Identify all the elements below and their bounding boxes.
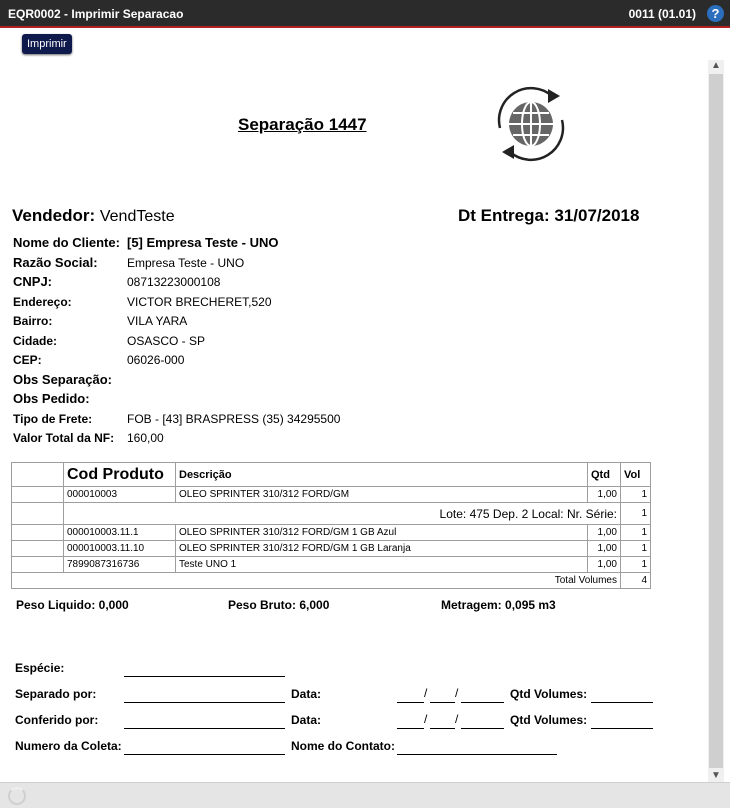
info-label: Bairro: [13,314,53,328]
table-row [12,525,651,541]
window-version: 0011 (01.01) [628,7,696,21]
blank-cell [12,525,64,541]
vendedor-label: Vendedor: [12,206,96,225]
table-row [12,541,651,557]
metragem: Metragem: 0,095 m3 [441,598,556,612]
table-row [12,487,651,503]
cod-cell: 7899087316736 [64,557,176,573]
blank-header [12,463,64,487]
contato-line [397,754,557,755]
separado-line [124,702,285,703]
qtd-volumes-line-2 [591,728,653,729]
desc-cell: OLEO SPRINTER 310/312 FORD/GM [176,487,588,503]
print-button[interactable]: Imprimir [22,34,72,54]
vol-cell: 1 [621,525,651,541]
vendedor-line [12,206,175,226]
desc-cell: Teste UNO 1 [176,557,588,573]
page-title: Separação 1447 [238,115,367,134]
blank-cell [12,541,64,557]
date-slash: / [424,686,428,700]
info-value: 08713223000108 [127,275,221,289]
qtd-volumes-line-1 [591,702,653,703]
globe-refresh-icon [486,82,576,166]
info-label: CEP: [13,353,42,367]
cod-header: Cod Produto [64,463,176,487]
info-row [13,350,633,370]
info-row [13,311,633,331]
table-row [12,557,651,573]
vol-cell: 1 [621,541,651,557]
info-value: 06026-000 [127,353,185,367]
desc-header: Descrição [176,463,588,487]
blank-cell [12,487,64,503]
info-row [13,253,633,273]
info-label: Obs Pedido: [13,391,90,406]
total-value: 4 [621,573,651,589]
scrollbar-thumb[interactable] [709,74,723,768]
info-label: Cidade: [13,333,58,348]
help-icon[interactable]: ? [707,5,724,22]
lote-cell: Lote: 475 Dep. 2 Local: Nr. Série: [64,503,621,525]
peso-liquido: Peso Liquido: 0,000 [16,598,129,612]
especie-label: Espécie: [15,661,65,675]
loading-spinner-icon [8,787,26,805]
coleta-line [124,754,285,755]
data-label-2: Data: [291,713,322,727]
date-day-line-1 [397,702,424,703]
info-value: FOB - [43] BRASPRESS (35) 34295500 [127,411,341,426]
window-titlebar [0,0,730,28]
info-label: Valor Total da NF: [13,431,115,445]
desc-cell: OLEO SPRINTER 310/312 FORD/GM 1 GB Azul [176,525,588,541]
date-month-line-1 [430,702,455,703]
info-row [13,370,633,390]
qtd-cell: 1,00 [588,525,621,541]
conferido-line [124,728,285,729]
info-row [13,331,633,351]
separado-label: Separado por: [15,687,97,701]
client-info [13,233,633,448]
conferido-label: Conferido por: [15,713,99,727]
vol-header: Vol [621,463,651,487]
qtd-volumes-label-1: Qtd Volumes: [510,687,588,701]
info-value: OSASCO - SP [127,333,206,348]
date-year-line-1 [461,702,504,703]
qtd-cell: 1,00 [588,557,621,573]
info-row [13,389,633,409]
qtd-cell: 1,00 [588,541,621,557]
date-slash: / [455,712,459,726]
date-slash: / [455,686,459,700]
qtd-volumes-label-2: Qtd Volumes: [510,713,588,727]
vendedor-value: VendTeste [99,208,175,225]
info-label: Endereço: [13,294,72,309]
scroll-down-icon[interactable]: ▼ [711,770,721,781]
info-row [13,409,633,429]
date-day-line-2 [397,728,424,729]
info-label: Razão Social: [13,254,98,270]
total-row [12,573,651,589]
info-value: VILA YARA [127,314,188,328]
blank-cell [12,503,64,525]
cod-cell: 000010003.11.10 [64,541,176,557]
total-label: Total Volumes [12,573,621,589]
date-slash: / [424,712,428,726]
info-label: Tipo de Frete: [13,411,93,426]
peso-bruto: Peso Bruto: 6,000 [228,598,330,612]
cod-cell: 000010003 [64,487,176,503]
vol-cell: 1 [621,487,651,503]
dt-entrega-value: 31/07/2018 [554,206,640,225]
status-bar [0,782,730,808]
dt-entrega-label: Dt Entrega: [458,206,550,225]
table-row [12,503,651,525]
data-label-1: Data: [291,687,322,701]
items-table [11,462,651,589]
info-label: Nome do Cliente: [13,235,120,250]
blank-cell [12,557,64,573]
info-value: VICTOR BRECHERET,520 [127,294,272,309]
info-row [13,233,633,253]
lote-qtd-cell: 1 [621,503,651,525]
especie-line [124,676,285,677]
cod-cell: 000010003.11.1 [64,525,176,541]
qtd-header: Qtd [588,463,621,487]
info-row [13,292,633,312]
info-value: [5] Empresa Teste - UNO [127,235,279,250]
window-title: EQR0002 - Imprimir Separacao [8,7,184,21]
coleta-label: Numero da Coleta: [15,739,122,753]
desc-cell: OLEO SPRINTER 310/312 FORD/GM 1 GB Laranja [176,541,588,557]
date-year-line-2 [461,728,504,729]
info-row [13,272,633,292]
info-label: Obs Separação: [13,371,112,387]
vertical-scrollbar[interactable] [708,60,724,782]
info-value: Empresa Teste - UNO [127,255,245,270]
info-row [13,428,633,448]
vol-cell: 1 [621,557,651,573]
info-value: 160,00 [127,431,164,445]
info-label: CNPJ: [13,274,53,289]
contato-label: Nome do Contato: [291,739,395,753]
dt-entrega-line [458,206,639,226]
date-month-line-2 [430,728,455,729]
qtd-cell: 1,00 [588,487,621,503]
scroll-up-icon[interactable]: ▲ [711,60,721,71]
